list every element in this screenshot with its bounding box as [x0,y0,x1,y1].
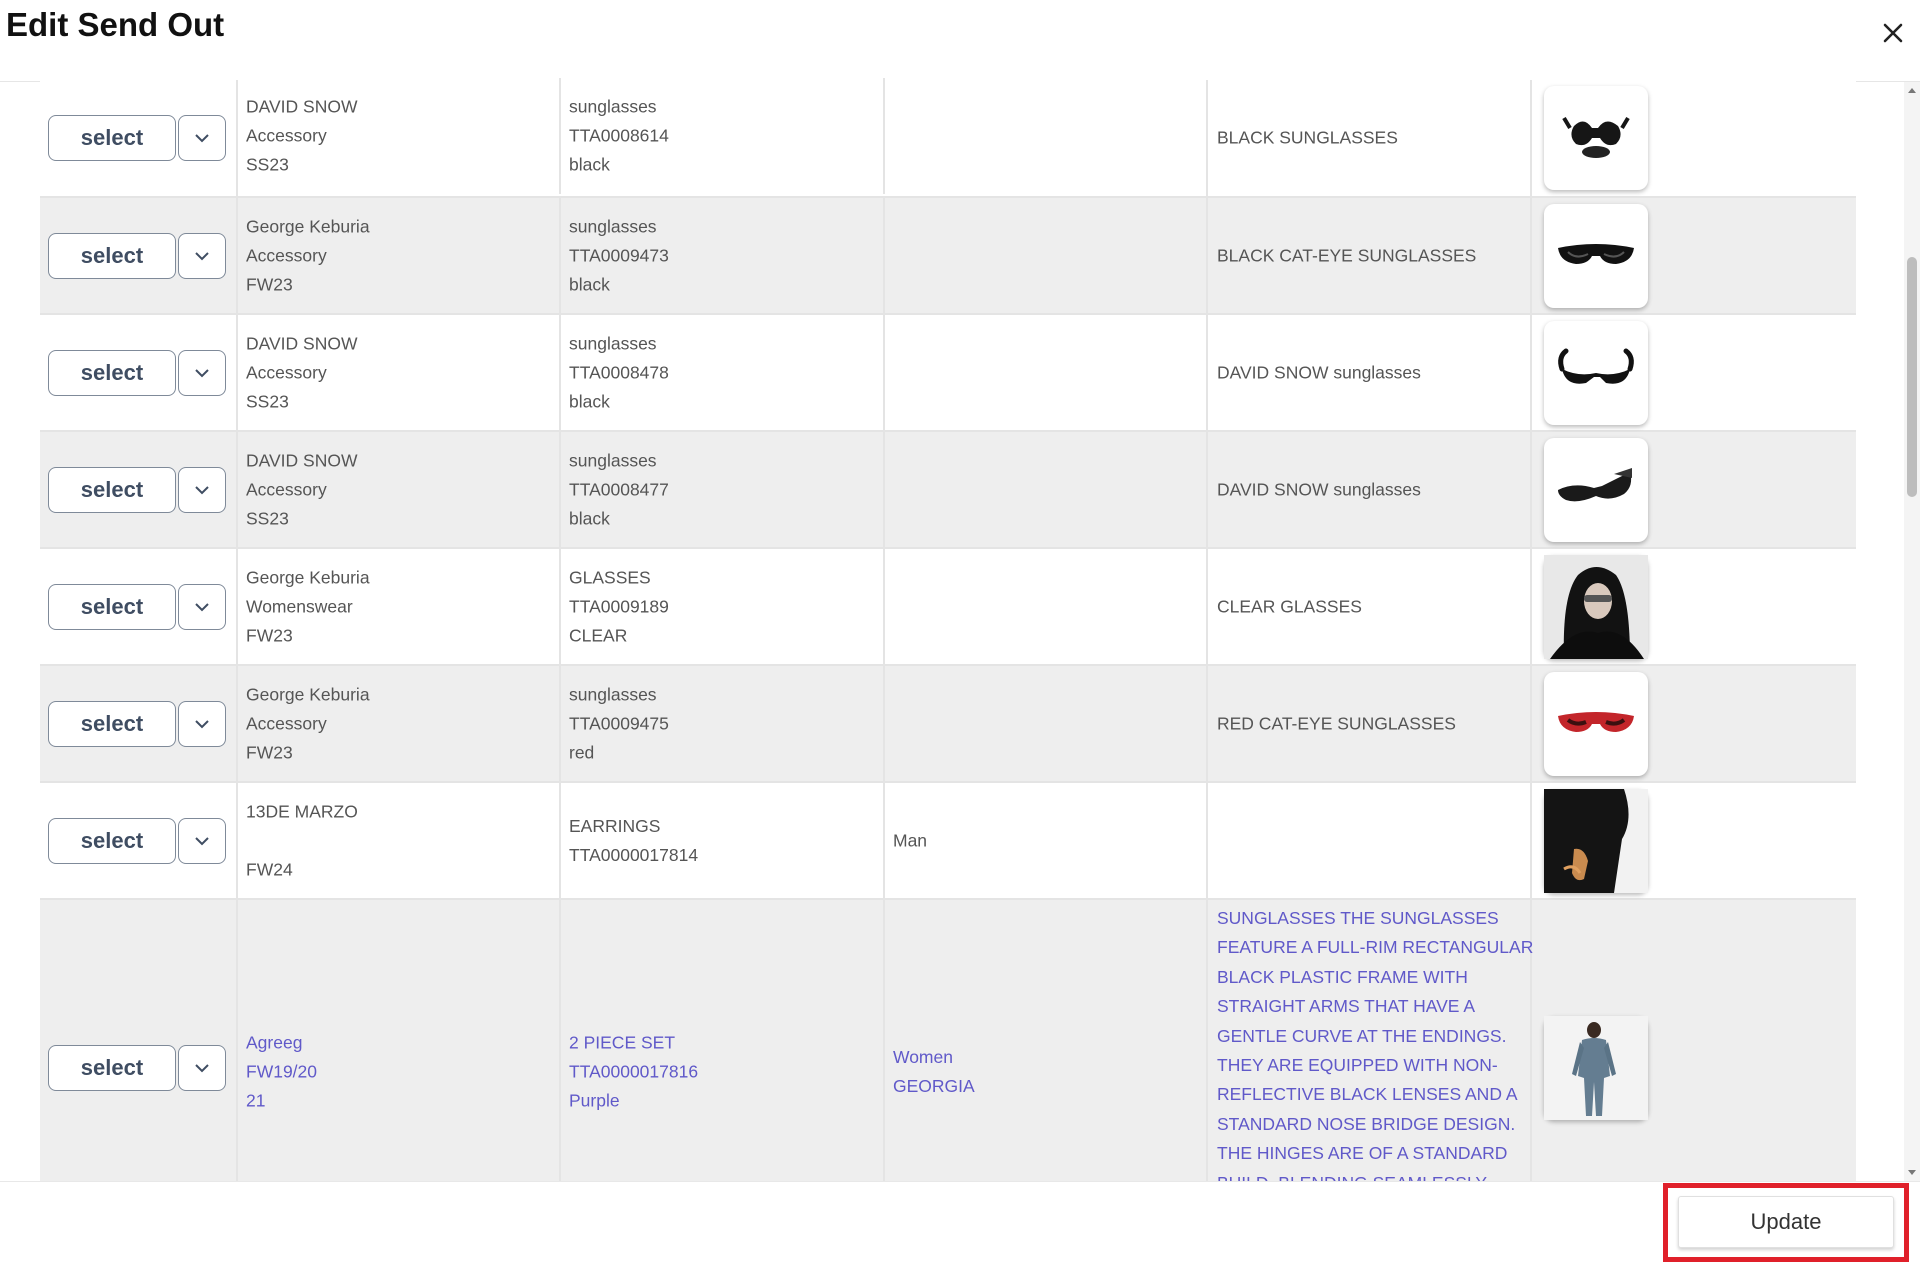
chevron-down-icon [191,362,213,384]
item-info [569,812,698,870]
chevron-down-icon [191,245,213,267]
select-control [48,233,226,279]
item-type: sunglasses [569,450,657,470]
table-row [40,432,1856,549]
select-control [48,1045,226,1091]
item-code: TTA0008614 [569,125,669,146]
select-control [48,467,226,513]
country-label: GEORGIA [893,1076,975,1096]
description-line: THE HINGES ARE OF A STANDARD [1217,1143,1508,1164]
item-info [569,563,669,650]
close-button[interactable] [1876,16,1910,50]
close-icon [1876,16,1910,50]
brand-name: 13DE MARZO [246,801,358,821]
item-thumbnail[interactable] [1544,321,1648,425]
item-color: black [569,508,610,528]
brand-season: FW23 [246,625,293,645]
gender-cell [885,549,1208,664]
gender-cell [885,315,1208,430]
table-row [40,315,1856,432]
gender-info [893,1043,975,1101]
update-button[interactable]: Update [1678,1196,1894,1248]
brand-name: DAVID SNOW [246,333,358,353]
item-type: sunglasses [569,333,657,353]
item-code: TTA0000017814 [569,844,699,865]
select-dropdown-button[interactable] [178,115,226,161]
select-control [48,115,226,161]
scrollbar-thumb[interactable] [1907,257,1917,497]
select-button[interactable]: select [48,818,176,864]
item-thumbnail[interactable] [1544,438,1648,542]
item-color: red [569,742,595,762]
item-thumbnail[interactable] [1544,1016,1648,1120]
brand-season: FW24 [246,859,293,879]
gender-info [893,826,927,855]
item-description: RED CAT-EYE SUNGLASSES [1217,713,1456,733]
sunglasses-icon [1544,321,1648,425]
sunglasses-icon [1544,438,1648,542]
select-button[interactable]: select [48,467,176,513]
item-description: CLEAR GLASSES [1217,596,1362,616]
description-line: BLACK PLASTIC FRAME WITH [1217,966,1468,987]
brand-info [246,93,358,180]
select-dropdown-button[interactable] [178,467,226,513]
table-row [40,198,1856,315]
item-type: sunglasses [569,684,657,704]
item-description: BLACK CAT-EYE SUNGLASSES [1217,245,1477,265]
brand-name: Agreeg [246,1032,303,1053]
description-line: FEATURE A FULL-RIM RECTANGULAR [1217,937,1534,958]
brand-info [246,1029,317,1116]
vertical-scrollbar[interactable] [1904,82,1920,1181]
select-dropdown-button[interactable] [178,1045,226,1091]
brand-info [246,563,370,650]
brand-category [246,826,358,855]
item-thumbnail[interactable] [1544,555,1648,659]
select-button[interactable]: select [48,233,176,279]
select-control [48,350,226,396]
brand-category: Accessory [246,245,327,265]
item-code: TTA0009473 [569,245,669,265]
item-description: BLACK SUNGLASSES [1217,127,1398,148]
brand-info [246,446,358,533]
chevron-down-icon [191,596,213,618]
description-line: REFLECTIVE BLACK LENSES AND A [1217,1084,1518,1105]
item-color: black [569,154,610,175]
item-type: sunglasses [569,96,657,117]
item-code: TTA0008477 [569,479,669,499]
item-color: Purple [569,1090,620,1111]
brand-name: George Keburia [246,216,370,236]
brand-season: SS23 [246,154,289,175]
select-control [48,818,226,864]
gender-label: Women [893,1047,953,1067]
brand-category: Womenswear [246,596,353,616]
item-color: black [569,391,610,411]
item-type: GLASSES [569,567,651,587]
item-info [569,680,669,767]
model-photo-icon [1544,1016,1648,1120]
item-thumbnail[interactable] [1544,86,1648,190]
brand-info [246,797,358,884]
scroll-up-arrow[interactable] [1904,82,1920,98]
chevron-down-icon [191,479,213,501]
item-type: EARRINGS [569,815,661,836]
item-info [569,93,669,180]
item-code: TTA0008478 [569,362,669,382]
brand-info [246,680,370,767]
select-dropdown-button[interactable] [178,233,226,279]
dialog-header [0,0,1920,82]
brand-name: George Keburia [246,684,370,704]
sunglasses-icon [1544,86,1648,190]
portrait-photo-icon [1544,555,1648,659]
item-info [569,1029,698,1116]
dialog-footer [0,1181,1920,1262]
item-color: black [569,274,610,294]
table-row [40,80,1856,198]
description-line: THEY ARE EQUIPPED WITH NON- [1217,1055,1498,1076]
chevron-down-icon [191,1057,213,1079]
scroll-down-arrow[interactable] [1904,1165,1920,1181]
brand-info [246,329,358,416]
brand-name: DAVID SNOW [246,96,358,117]
chevron-down-icon [191,830,213,852]
brand-name: George Keburia [246,567,370,587]
table-row [40,549,1856,666]
description-line: SUNGLASSES THE SUNGLASSES [1217,908,1499,928]
item-description: DAVID SNOW sunglasses [1217,362,1421,382]
item-info [569,446,669,533]
item-info [569,212,669,299]
item-thumbnail[interactable] [1544,789,1648,893]
item-description: DAVID SNOW sunglasses [1217,479,1421,499]
select-button[interactable]: select [48,115,176,161]
select-button[interactable]: select [48,350,176,396]
item-thumbnail[interactable] [1544,204,1648,308]
select-dropdown-button[interactable] [178,350,226,396]
description-line: STRAIGHT ARMS THAT HAVE A [1217,996,1476,1017]
chevron-down-icon [191,127,213,149]
red-sunglasses-icon [1544,672,1648,776]
brand-category: Accessory [246,713,327,733]
select-button[interactable]: select [48,1045,176,1091]
brand-number: 21 [246,1090,266,1111]
item-code: TTA0000017816 [569,1061,699,1082]
description-line: GENTLE CURVE AT THE ENDINGS. [1217,1025,1507,1046]
table-row [40,900,1856,1200]
send-out-table [0,82,1920,1181]
item-type: 2 PIECE SET [569,1032,676,1053]
gender-cell [885,80,1208,196]
select-dropdown-button[interactable] [178,818,226,864]
select-control [48,584,226,630]
select-control [48,701,226,747]
item-color: CLEAR [569,625,628,645]
item-code: TTA0009475 [569,713,669,733]
select-dropdown-button[interactable] [178,701,226,747]
brand-season: FW23 [246,274,293,294]
item-type: sunglasses [569,216,657,236]
brand-season: FW23 [246,742,293,762]
description-line: STANDARD NOSE BRIDGE DESIGN. [1217,1113,1516,1134]
gender-label: Man [893,830,928,850]
sunglasses-icon [1544,204,1648,308]
item-description [1217,904,1532,1227]
gender-cell [885,198,1208,313]
brand-category: Accessory [246,362,327,382]
brand-name: DAVID SNOW [246,450,358,470]
item-code: TTA0009189 [569,596,669,616]
item-info [569,329,669,416]
select-button[interactable]: select [48,701,176,747]
gender-cell [885,666,1208,781]
select-dropdown-button[interactable] [178,584,226,630]
table-row [40,666,1856,783]
chevron-down-icon [191,713,213,735]
brand-season: SS23 [246,508,289,528]
brand-category: Accessory [246,125,327,146]
brand-season: SS23 [246,391,289,411]
brand-season: FW19/20 [246,1061,317,1082]
select-button[interactable]: select [48,584,176,630]
table-row [40,783,1856,900]
brand-category: Accessory [246,479,327,499]
earrings-photo-icon [1544,789,1648,893]
gender-cell [885,432,1208,547]
dialog-title: Edit Send Out [6,6,225,43]
brand-info [246,212,370,299]
item-thumbnail[interactable] [1544,672,1648,776]
